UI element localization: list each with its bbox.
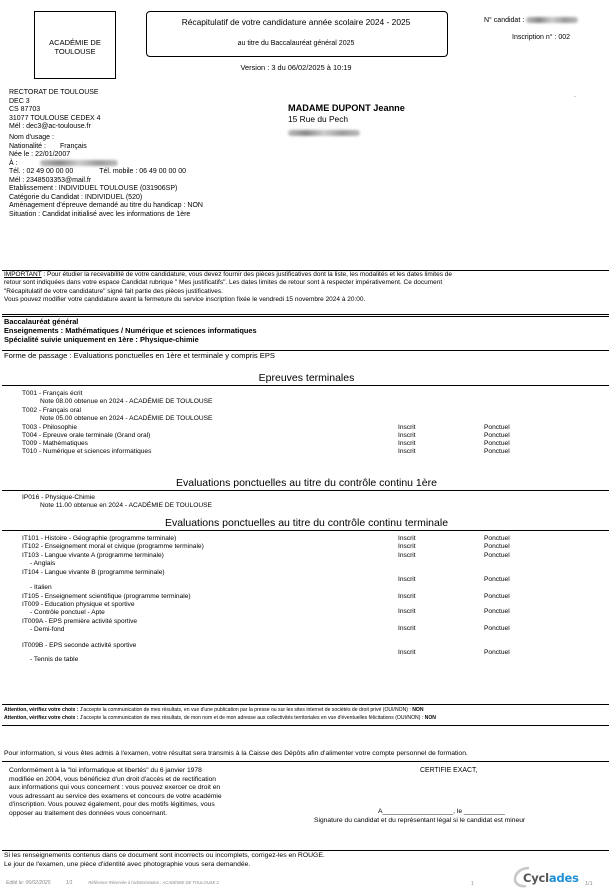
bac-specialty: Spécialité suivie uniquement en 1ère : Physique-chimie [4, 335, 199, 344]
cyclades-part-b: ades [548, 871, 579, 885]
attention-value: NON [424, 715, 436, 721]
row-label: IT009A - EPS première activité sportive [22, 618, 138, 625]
certifie-exact: CERTIFIE EXACT, [420, 767, 478, 774]
table-row-sub [30, 626, 590, 634]
inscription-number: Inscription n° : 002 [512, 34, 571, 41]
row-label: IT009B - EPS seconde activité sportive [22, 642, 137, 649]
recipient-address: 15 Rue du Pech [288, 114, 349, 124]
cyclades-wordmark [523, 871, 579, 885]
footer-brand-page: 1/1 [585, 881, 593, 887]
academy-name: ACADÉMIE DE TOULOUSE [49, 38, 101, 56]
row-status: Inscrit [398, 448, 416, 455]
table-row-sub [30, 560, 590, 568]
row-label: IT101 - Histoire - Géographie (programme terminale) [22, 535, 177, 542]
attention-text2: J'accepte la communication de mes résultats, de mon nom et de mon adresse aux collectivités territoriales en vue d'éventuelles félicitations (OUI/NON) : [78, 715, 424, 721]
row-status: Inscrit [398, 432, 416, 439]
page-title: Récapitulatif de votre candidature année scolaire 2024 - 2025 [181, 17, 411, 27]
row-status: Inscrit [398, 543, 416, 550]
row-status: Inscrit [398, 608, 416, 615]
redacted-place [40, 160, 118, 166]
row-label: T009 - Mathématiques [22, 440, 88, 447]
rectorat-line: Mél : dec3@ac-toulouse.fr [9, 123, 91, 130]
important-line3: "Récapitulatif de votre candidature" signé fait partie des pièces justificatives. [4, 287, 223, 295]
category: Catégorie du Candidat : INDIVIDUEL (520) [9, 193, 143, 201]
attention-text1: J'accepte la communication de mes résultats, en vue d'une publication par la presse ou sur les sites internet de sociétés de droit privé (OUI/NON) : [78, 707, 411, 713]
table-row-sub [30, 609, 590, 617]
table-row [22, 424, 582, 432]
attention-bold: Attention, vérifiez votre choix : [4, 715, 79, 721]
row-status: Inscrit [398, 625, 416, 632]
candidate-number [484, 17, 578, 26]
bac-teachings: Enseignements : Mathématiques / Numérique et sciences informatiques [4, 326, 257, 335]
attention-text [4, 706, 436, 722]
legal-line: d'inscription. Vous pouvez également, pour des motifs légitimes, vous [9, 801, 215, 809]
mobile: Tél. mobile : 06 49 00 00 00 [99, 168, 186, 175]
important-text [4, 271, 608, 305]
school: Etablissement : INDIVIDUEL TOULOUSE (031906SP) [9, 185, 178, 192]
table-row [22, 448, 582, 456]
redacted-number [526, 17, 578, 23]
birth-date: Née le : 22/01/2007 [9, 151, 71, 158]
row-mode: Ponctuel [484, 593, 510, 600]
attention-value: NON [412, 707, 424, 713]
row-mode: Ponctuel [484, 608, 510, 615]
table-row [22, 552, 582, 560]
legal-line: aux informations qui vous concernent : vous pouvez exercer ce droit en [9, 784, 221, 792]
footer-small-page: 1 [471, 881, 474, 887]
recipient-block [288, 103, 405, 142]
table-row [40, 502, 600, 510]
admin-reference: Référence Réservée à l'administration : ACADÉMIE DE TOULOUSE 2 [88, 880, 219, 885]
handicap: Aménagement d'épreuve demandé au titre du handicap : NON [9, 202, 203, 209]
important-line4: Vous pouvez modifier votre candidature avant la fermeture du service inscription fixée le vendredi 15 novembre 2024 à 20:00. [4, 296, 366, 304]
table-row [40, 415, 600, 423]
row-label: IT103 - Langue vivante A (programme terminale) [22, 552, 164, 559]
rectorat-line: CS 87703 [9, 106, 41, 113]
row-label: IT105 - Enseignement scientifique (programme terminale) [22, 593, 191, 600]
bac-passage: Forme de passage : Evaluations ponctuelles en 1ère et terminale y compris EPS [4, 351, 275, 360]
attention-line1 [4, 706, 436, 714]
bac-info [4, 317, 257, 344]
candidate-info [9, 134, 203, 219]
section-cc1-title: Evaluations ponctuelles au titre du contrôle continu 1ère [176, 477, 437, 489]
row-label: IT009 - Education physique et sportive [22, 601, 135, 608]
nationality-value: Français [59, 142, 87, 150]
row-label: T002 - Français oral [22, 407, 81, 414]
table-row [22, 494, 582, 502]
row-mode: Ponctuel [484, 552, 510, 559]
footer-line2: Le jour de l'examen, une pièce d'identité avec photographie vous sera demandée. [4, 860, 251, 868]
legal-line: modifiée en 2004, vous bénéficiez d'un droit d'accès et de rectification [9, 775, 217, 783]
table-row [22, 569, 582, 583]
row-label: IT104 - Langue vivante B (programme terminale) [22, 569, 165, 576]
table-row [22, 543, 582, 551]
edited-date: Edité le: 06/02/2025 [6, 880, 51, 886]
usage-name: Nom d'usage : [9, 134, 54, 141]
nationality-row [9, 143, 203, 152]
row-status: Inscrit [398, 424, 416, 431]
signature-place: A___________________, le ___________ [378, 808, 505, 815]
redacted-address [288, 130, 360, 136]
phone-row [9, 168, 203, 177]
page-subtitle: au titre du Baccalauréat général 2025 [237, 40, 355, 47]
table-row [22, 407, 582, 415]
attention-line2 [4, 714, 436, 722]
row-mode: Ponctuel [484, 625, 510, 632]
table-row [40, 398, 600, 406]
rectorat-line: DEC 3 [9, 97, 30, 105]
row-label: T004 - Epreuve orale terminale (Grand oral) [22, 432, 151, 439]
info-text: Pour information, si vous êtes admis à l'examen, votre résultat sera transmis à la Caisse des Dépôts afin d'alimenter votre compte personnel de formation. [4, 750, 468, 757]
signature-caption: Signature du candidat et du représentant légal si le candidat est mineur [314, 817, 526, 824]
footer-notice [4, 852, 325, 869]
table-row [22, 432, 582, 440]
row-mode: Ponctuel [484, 448, 510, 455]
row-status: Inscrit [398, 535, 416, 542]
section-terminal-title: Epreuves terminales [258, 372, 355, 384]
row-sub: - Contrôle ponctuel - Apte [30, 609, 105, 616]
row-sub: - Tennis de table [30, 656, 79, 663]
table-row-sub [30, 656, 590, 664]
row-label: T001 - Français écrit [22, 390, 83, 397]
table-row [22, 440, 582, 448]
legal-text [9, 767, 222, 819]
version: Version : 3 du 06/02/2025 à 10:19 [240, 63, 352, 72]
important-line [4, 271, 608, 279]
rectorat-address [9, 89, 101, 132]
birth-place-row [9, 160, 203, 169]
table-row-sub [30, 584, 590, 592]
attention-bold: Attention, vérifiez votre choix : [4, 707, 79, 713]
important-line2: retour sont indiquées dans votre espace Candidat rubrique " Mes justificatifs". Les dates limites de retour sont à respecter impérativement. Ce document [4, 279, 443, 287]
email: Mél : 2348503353@mail.fr [9, 176, 92, 184]
important-label: IMPORTANT [4, 271, 42, 278]
row-mode: Ponctuel [484, 576, 510, 583]
row-sub: - Demi-fond [30, 626, 65, 633]
legal-line: Conformément à la "loi informatique et libertés" du 6 janvier 1978 [9, 767, 202, 774]
row-status: Inscrit [398, 552, 416, 559]
page-number: 1/1 [65, 880, 73, 886]
important-line1: : Pour étudier la recevabilité de votre candidature, vous devez fournir des pièces justificatives dont la liste, les modalités et les dates limites de [41, 271, 452, 278]
table-row [22, 642, 582, 656]
situation: Situation : Candidat initialisé avec les informations de 1ère [9, 210, 191, 218]
table-row [22, 390, 582, 398]
row-label: Note 11.00 obtenue en 2024 - ACADÉMIE DE TOULOUSE [40, 502, 212, 509]
row-label: T003 - Philosophie [22, 424, 77, 431]
legal-line: vous adressant au service des examens et concours de votre académie [9, 792, 222, 800]
candidate-number-label: N° candidat : [484, 17, 525, 24]
table-row [22, 593, 582, 601]
nationality-label: Nationalité : [9, 142, 46, 150]
recipient-name: MADAME DUPONT Jeanne [288, 103, 405, 113]
row-status: Inscrit [398, 649, 416, 656]
cyclades-part-a: Cycl [523, 871, 549, 885]
row-mode: Ponctuel [484, 432, 510, 439]
row-sub: - Italien [30, 584, 52, 591]
footer-line1: Si les renseignements contenus dans ce document sont incorrects ou incomplets, corrigez-les en ROUGE. [4, 852, 325, 859]
row-label: IP016 - Physique-Chimie [22, 494, 95, 501]
rectorat-line: 31077 TOULOUSE CEDEX 4 [9, 114, 101, 122]
row-mode: Ponctuel [484, 424, 510, 431]
row-status: Inscrit [398, 593, 416, 600]
dot-mark: · [574, 94, 576, 100]
rectorat-line: RECTORAT DE TOULOUSE [9, 89, 99, 96]
row-mode: Ponctuel [484, 649, 510, 656]
birth-place-label: À : [9, 159, 18, 167]
row-mode: Ponctuel [484, 543, 510, 550]
row-label: Note 05.00 obtenue en 2024 - ACADÉMIE DE TOULOUSE [40, 415, 213, 422]
footer-meta [6, 880, 219, 886]
row-sub: - Anglais [30, 560, 56, 567]
row-mode: Ponctuel [484, 535, 510, 542]
row-label: T010 - Numérique et sciences informatiques [22, 448, 152, 455]
row-mode: Ponctuel [484, 440, 510, 447]
row-status: Inscrit [398, 440, 416, 447]
bac-type: Baccalauréat général [4, 317, 79, 326]
cyclades-logo [512, 866, 579, 890]
legal-line: opposer au traitement des données vous concernant. [9, 809, 168, 817]
section-ccT-title: Evaluations ponctuelles au titre du contrôle continu terminale [164, 517, 449, 529]
table-row [22, 535, 582, 543]
row-status: Inscrit [398, 576, 416, 583]
phone: Tél. : 02 49 00 00 00 [9, 168, 74, 175]
row-label: IT102 - Enseignement moral et civique (programme terminale) [22, 543, 204, 550]
row-label: Note 08.00 obtenue en 2024 - ACADÉMIE DE TOULOUSE [40, 398, 213, 405]
